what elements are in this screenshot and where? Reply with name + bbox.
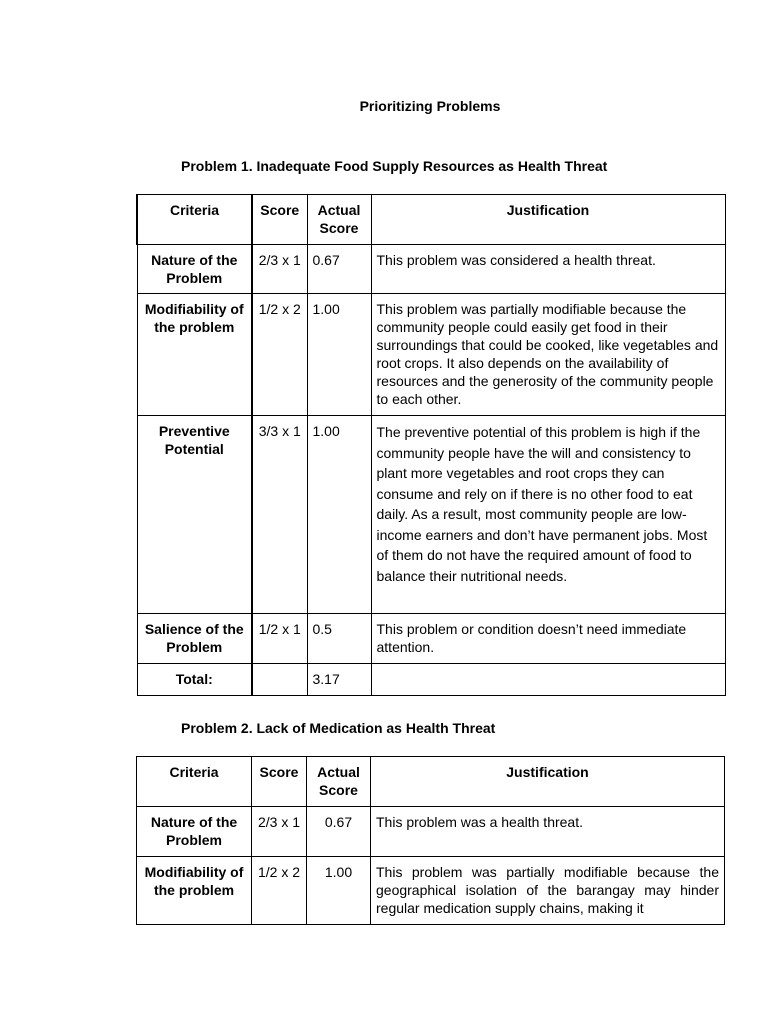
criteria-cell: Modifiability of the problem — [137, 294, 252, 416]
justification-cell: This problem or condition doesn’t need immediate attention. — [371, 614, 725, 664]
actual-score-cell: 0.67 — [307, 807, 371, 857]
problem-1-heading: Problem 1. Inadequate Food Supply Resources as Health Threat — [181, 158, 608, 174]
actual-score-cell: 1.00 — [307, 857, 371, 925]
score-cell: 2/3 x 1 — [252, 807, 307, 857]
total-score-cell — [252, 664, 307, 696]
header-justification: Justification — [371, 195, 725, 245]
table-row — [137, 245, 725, 294]
criteria-cell: Preventive Potential — [137, 416, 252, 614]
justification-cell: This problem was a health threat. — [371, 807, 725, 857]
table-row — [137, 614, 725, 664]
total-row — [137, 664, 725, 696]
score-cell: 1/2 x 2 — [252, 857, 307, 925]
criteria-cell: Nature of the Problem — [137, 807, 252, 857]
header-score: Score — [252, 757, 307, 807]
score-cell: 2/3 x 1 — [252, 245, 307, 294]
problem-1-table — [136, 194, 726, 696]
score-cell: 1/2 x 2 — [252, 294, 307, 416]
table-row — [137, 294, 725, 416]
criteria-cell: Salience of the Problem — [137, 614, 252, 664]
header-criteria: Criteria — [137, 195, 252, 245]
criteria-cell: Nature of the Problem — [137, 245, 252, 294]
justification-cell: The preventive potential of this problem is high if the community people have the will and consistency to plant more vegetables and root crops they can consume and rely on if there is no other food to eat daily. As a result, most community people are low-income earners and don’t have permanent jobs. Most of them do not have the required amount of food to balance their nutritional needs. — [371, 416, 725, 614]
actual-score-cell: 0.67 — [307, 245, 371, 294]
justification-cell: This problem was considered a health threat. — [371, 245, 725, 294]
actual-score-cell: 0.5 — [307, 614, 371, 664]
table-header-row — [137, 757, 725, 807]
score-cell: 1/2 x 1 — [252, 614, 307, 664]
page-title: Prioritizing Problems — [359, 98, 501, 114]
justification-cell: This problem was partially modifiable because the geographical isolation of the barangay may hinder regular medication supply chains, making it — [371, 857, 725, 925]
criteria-cell: Modifiability of the problem — [137, 857, 252, 925]
header-criteria: Criteria — [137, 757, 252, 807]
total-actual-score: 3.17 — [307, 664, 371, 696]
problem-2-table — [136, 756, 725, 925]
total-justification-cell — [371, 664, 725, 696]
table-row — [137, 857, 725, 925]
score-cell: 3/3 x 1 — [252, 416, 307, 614]
actual-score-cell: 1.00 — [307, 294, 371, 416]
header-score: Score — [252, 195, 307, 245]
problem-2-heading: Problem 2. Lack of Medication as Health Threat — [181, 720, 496, 736]
header-actual-score: Actual Score — [307, 757, 371, 807]
table-row — [137, 416, 725, 614]
table-row — [137, 807, 725, 857]
justification-cell: This problem was partially modifiable because the community people could easily get food in their surroundings that could be cooked, like vegetables and root crops. It also depends on the availability of resources and the generosity of the community people to each other. — [371, 294, 725, 416]
total-label: Total: — [137, 664, 252, 696]
header-actual-score: Actual Score — [307, 195, 371, 245]
actual-score-cell: 1.00 — [307, 416, 371, 614]
header-justification: Justification — [371, 757, 725, 807]
table-header-row — [137, 195, 725, 245]
